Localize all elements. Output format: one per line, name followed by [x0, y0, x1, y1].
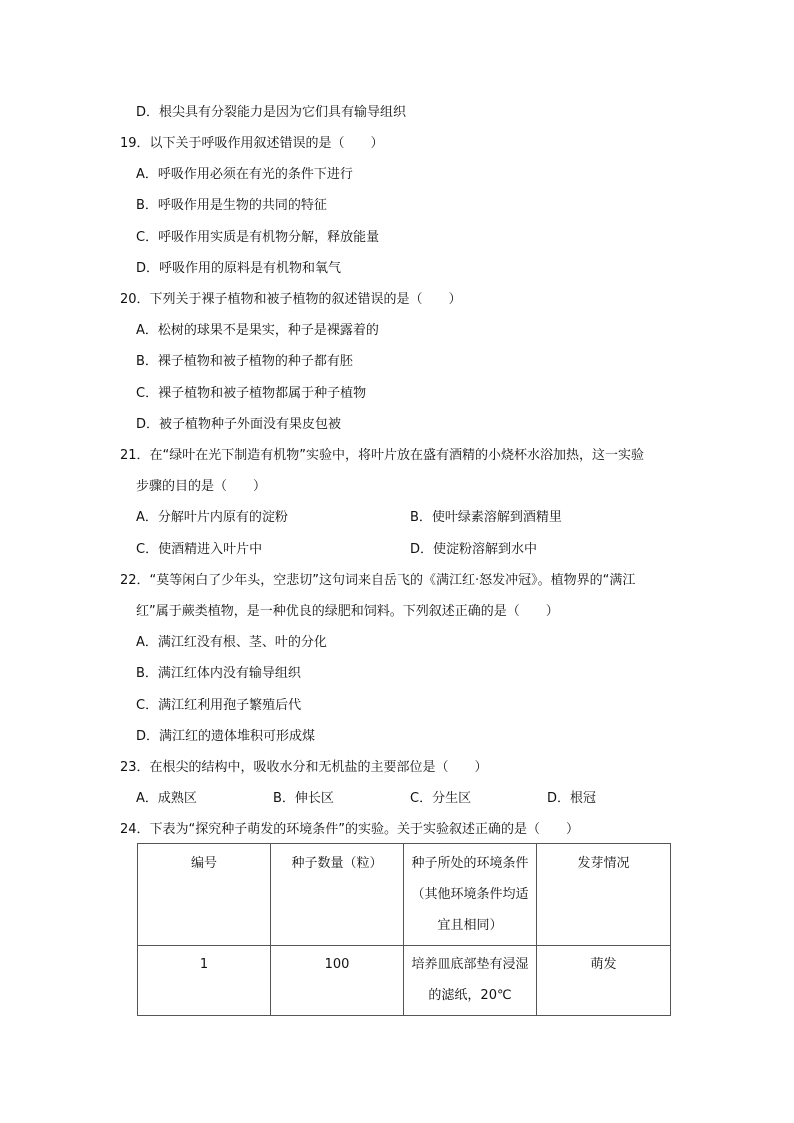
question-19: 19．以下关于呼吸作用叙述错误的是（ ） — [120, 136, 384, 151]
cell-germination: 萌发 — [537, 946, 671, 1016]
q21-option-d: D．使淀粉溶解到水中 — [410, 542, 538, 557]
q19-option-b: B．呼吸作用是生物的共同的特征 — [136, 198, 327, 213]
q20-option-b: B．裸子植物和被子植物的种子都有胚 — [136, 354, 353, 369]
q22-option-d: D．满江红的遗体堆积可形成煤 — [136, 729, 316, 744]
q22-option-a: A．满江红没有根、茎、叶的分化 — [136, 635, 327, 650]
q22-option-b: B．满江红体内没有输导组织 — [136, 666, 301, 681]
q23-option-c: C．分生区 — [410, 791, 472, 806]
q21-option-b: B．使叶绿素溶解到酒精里 — [410, 510, 562, 525]
q19-option-d: D．呼吸作用的原料是有机物和氧气 — [136, 261, 342, 276]
q23-option-a: A．成熟区 — [136, 791, 197, 806]
q21-option-c: C．使酒精进入叶片中 — [136, 542, 263, 557]
header-seed-count: 种子数量（粒） — [271, 844, 404, 946]
header-id: 编号 — [138, 844, 271, 946]
question-21-cont: 步骤的目的是（ ） — [136, 479, 267, 494]
cell-id: 1 — [138, 946, 271, 1016]
question-21: 21．在“绿叶在光下制造有机物”实验中，将叶片放在盛有酒精的小烧杯水浴加热，这一实验 — [120, 448, 645, 463]
q20-option-d: D．被子植物种子外面没有果皮包被 — [136, 417, 342, 432]
q18-option-d: D．根尖具有分裂能力是因为它们具有输导组织 — [136, 105, 407, 120]
header-conditions: 种子所处的环境条件 （其他环境条件均适 宜且相同） — [404, 844, 537, 946]
question-20: 20．下列关于裸子植物和被子植物的叙述错误的是（ ） — [120, 292, 462, 307]
question-24: 24．下表为“探究种子萌发的环境条件”的实验。关于实验叙述正确的是（ ） — [120, 822, 580, 837]
q19-option-a: A．呼吸作用必须在有光的条件下进行 — [136, 167, 353, 182]
question-22-cont: 红”属于蕨类植物，是一种优良的绿肥和饲料。下列叙述正确的是（ ） — [136, 604, 559, 619]
experiment-table — [137, 843, 671, 1016]
q19-option-c: C．呼吸作用实质是有机物分解，释放能量 — [136, 230, 380, 245]
q23-option-d: D．根冠 — [547, 791, 597, 806]
question-22: 22．“莫等闲白了少年头，空悲切”这句词来自岳飞的《满江红·怒发冲冠》。植物界的“满江 — [120, 573, 636, 588]
q23-option-b: B．伸长区 — [273, 791, 334, 806]
table-header-row — [138, 844, 671, 946]
question-23: 23．在根尖的结构中，吸收水分和无机盐的主要部位是（ ） — [120, 760, 488, 775]
cell-conditions: 培养皿底部垫有浸湿 的滤纸，20℃ — [404, 946, 537, 1016]
q22-option-c: C．满江红利用孢子繁殖后代 — [136, 698, 302, 713]
cell-seed-count: 100 — [271, 946, 404, 1016]
table-row — [138, 946, 671, 1016]
q21-option-a: A．分解叶片内原有的淀粉 — [136, 510, 288, 525]
q20-option-c: C．裸子植物和被子植物都属于种子植物 — [136, 386, 367, 401]
q20-option-a: A．松树的球果不是果实，种子是裸露着的 — [136, 323, 379, 338]
header-germination: 发芽情况 — [537, 844, 671, 946]
